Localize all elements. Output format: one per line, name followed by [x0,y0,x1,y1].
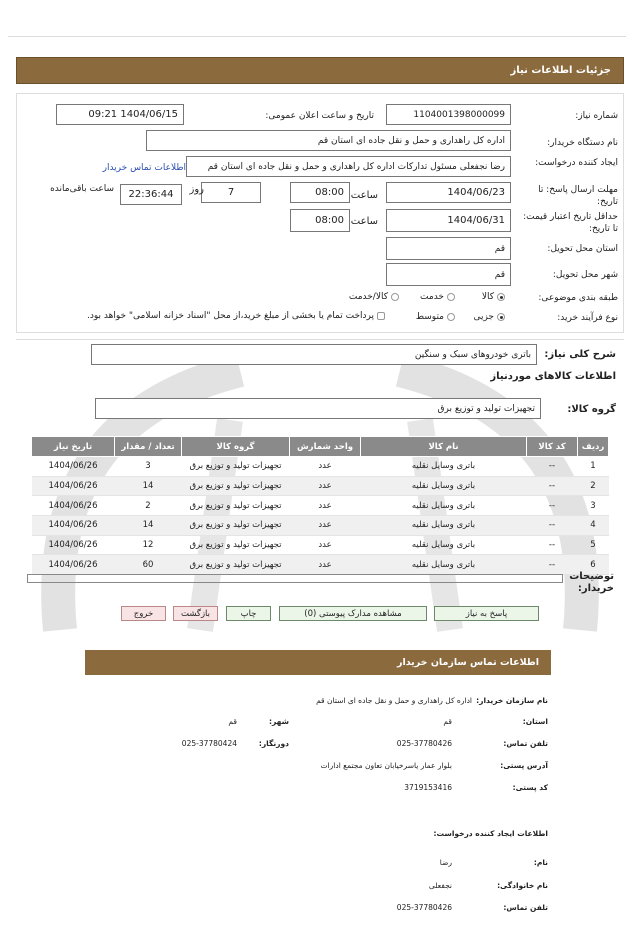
table-cell: 4 [578,516,609,536]
column-header: تاریخ نیاز [32,437,115,457]
contact-title: اطلاعات تماس سازمان خریدار [396,657,539,668]
process-label: نوع فرآیند خرید: [557,313,618,323]
table-cell: باتری وسایل نقلیه [361,535,527,555]
deadline-time-label: ساعت [350,190,378,201]
items-table-wrapper [31,436,609,575]
back-button[interactable]: بازگشت [173,606,218,621]
creator-field: رضا نجفعلی مسئول تدارکات اداره کل راهداری و حمل و نقل جاده ای استان قم [186,156,511,177]
remaining-field: 22:36:44 [120,184,182,205]
contact-phone-label: تلفن تماس: [503,739,548,748]
table-cell: 1404/06/26 [32,476,115,496]
contact-phone-value: 025-37780426 [396,739,452,748]
announce-field: 1404/06/15 09:21 [56,104,184,125]
table-row [32,516,609,536]
table-cell: عدد [290,555,361,575]
print-button[interactable]: چاپ [226,606,271,621]
attachments-button[interactable]: مشاهده مدارک پیوستی (0) [279,606,427,621]
creator-name-value: رضا [439,858,452,867]
column-header: نام کالا [361,437,527,457]
table-cell: باتری وسایل نقلیه [361,457,527,477]
table-cell: تجهیزات تولید و توزیع برق [182,516,290,536]
table-cell: -- [527,516,578,536]
table-cell: -- [527,476,578,496]
column-header: واحد شمارش [290,437,361,457]
table-header-row [32,437,609,457]
radio-icon [391,293,399,301]
table-cell: تجهیزات تولید و توزیع برق [182,535,290,555]
table-cell: عدد [290,457,361,477]
table-cell: -- [527,535,578,555]
process-option-medium[interactable] [416,312,458,322]
column-header: ردیف [578,437,609,457]
table-cell: 3 [578,496,609,516]
table-cell: 2 [578,476,609,496]
remaining-label: ساعت باقی‌مانده [50,184,114,194]
radio-icon [447,293,455,301]
process-option-minor[interactable] [473,312,508,322]
need-number-label: شماره نیاز: [575,111,618,121]
category-option-goods[interactable] [482,292,508,302]
table-cell: عدد [290,496,361,516]
checkbox-icon [377,312,385,320]
contact-address-label: آدرس پستی: [500,761,548,770]
announce-label: تاریخ و ساعت اعلان عمومی: [265,111,374,121]
table-cell: 14 [115,516,182,536]
category-option-label: خدمت [420,292,444,302]
validity-label: حداقل تاریخ اعتبار قیمت: تا تاریخ: [523,212,618,234]
creator-label: ایجاد کننده درخواست: [535,158,618,168]
buyer-notes-label: توضیحات خریدار: [569,571,614,594]
table-row [32,555,609,575]
page-header [16,57,624,84]
table-row [32,535,609,555]
goods-title: اطلاعات کالاهای موردنیاز [490,371,616,382]
table-cell: باتری وسایل نقلیه [361,516,527,536]
table-cell: 2 [115,496,182,516]
goods-group-label: گروه کالا: [567,404,616,415]
treasury-payment-note: پرداخت تمام یا بخشی از مبلغ خرید،از محل "اسناد خزانه اسلامی" خواهد بود. [86,311,374,321]
radio-selected-icon [497,293,505,301]
validity-time-field: 08:00 [290,209,350,232]
contact-province-value: قم [443,717,452,726]
contact-address-value: بلوار عمار یاسرخیابان تعاون مجتمع ادارات [320,761,452,770]
city-field: قم [386,263,511,286]
deadline-time-field: 08:00 [290,182,350,203]
creator-phone-label: تلفن تماس: [503,903,548,912]
province-label: استان محل تحویل: [547,244,618,254]
creator-name-label: نام: [533,858,548,867]
table-cell: تجهیزات تولید و توزیع برق [182,457,290,477]
table-cell: 1404/06/26 [32,555,115,575]
contact-fax-label: دورنگار: [258,739,289,748]
radio-selected-icon [497,313,505,321]
validity-time-label: ساعت [350,216,378,227]
table-cell: تجهیزات تولید و توزیع برق [182,476,290,496]
table-row [32,457,609,477]
creator-info-title: اطلاعات ایجاد کننده درخواست: [433,829,548,838]
table-cell: 6 [578,555,609,575]
category-label: طبقه بندی موضوعی: [538,293,618,303]
contact-postal-label: کد پستی: [512,783,548,792]
table-cell: 1404/06/26 [32,535,115,555]
column-header: گروه کالا [182,437,290,457]
city-label: شهر محل تحویل: [552,270,618,280]
top-divider [8,36,626,37]
table-cell: 12 [115,535,182,555]
table-cell: 5 [578,535,609,555]
column-header: کد کالا [527,437,578,457]
table-cell: عدد [290,535,361,555]
items-table [31,436,609,575]
category-option-label: کالا [481,292,494,302]
contact-header [85,650,551,675]
table-row [32,496,609,516]
days-field: 7 [201,182,261,203]
exit-button[interactable]: خروج [121,606,166,621]
contact-postal-value: 3719153416 [404,783,452,792]
table-cell: 1404/06/26 [32,457,115,477]
buyer-org-field: اداره کل راهداری و حمل و نقل جاده ای استان قم [146,130,511,151]
contact-org-value: اداره کل راهداری و حمل و نقل جاده ای استان قم [316,696,472,705]
contact-fax-value: 025-37780424 [181,739,237,748]
summary-label: شرح کلی نیاز: [544,349,616,360]
table-cell: 14 [115,476,182,496]
contact-org-label: نام سازمان خریدار: [476,696,548,705]
goods-group-field: تجهیزات تولید و توزیع برق [95,398,541,419]
category-option-goods-service[interactable] [349,292,402,302]
table-cell: -- [527,457,578,477]
buyer-org-label: نام دستگاه خریدار: [547,138,618,148]
category-option-service[interactable] [420,292,458,302]
deadline-date-field: 1404/06/23 [386,182,511,203]
province-field: قم [386,237,511,260]
table-cell: -- [527,496,578,516]
buyer-contact-link[interactable]: اطلاعات تماس خریدار [102,163,186,173]
buyer-notes-field [27,574,563,583]
table-cell: -- [527,555,578,575]
need-number-field: 1104001398000099 [386,104,511,125]
contact-city-value: قم [228,717,237,726]
table-cell: 1404/06/26 [32,496,115,516]
table-cell: عدد [290,516,361,536]
table-cell: 3 [115,457,182,477]
table-cell: باتری وسایل نقلیه [361,555,527,575]
table-cell: 1404/06/26 [32,516,115,536]
contact-province-label: استان: [522,717,548,726]
table-cell: 60 [115,555,182,575]
table-cell: تجهیزات تولید و توزیع برق [182,496,290,516]
validity-date-field: 1404/06/31 [386,209,511,232]
creator-family-value: نجفعلی [428,881,452,890]
table-cell: باتری وسایل نقلیه [361,496,527,516]
creator-phone-value: 025-37780426 [396,903,452,912]
table-cell: باتری وسایل نقلیه [361,476,527,496]
reply-button[interactable]: پاسخ به نیاز [434,606,539,621]
column-header: تعداد / مقدار [115,437,182,457]
page-title: جزئیات اطلاعات نیاز [510,65,611,76]
process-option-label: جزیی [473,312,494,322]
radio-icon [447,313,455,321]
table-cell: عدد [290,476,361,496]
days-label: روز [189,184,204,195]
treasury-payment-option[interactable] [87,311,388,321]
creator-family-label: نام خانوادگی: [497,881,548,890]
category-option-label: کالا/خدمت [348,292,388,302]
process-option-label: متوسط [415,312,444,322]
summary-field: باتری خودروهای سبک و سنگین [91,344,537,365]
table-cell: 1 [578,457,609,477]
deadline-label: مهلت ارسال پاسخ: تا تاریخ: [538,185,618,207]
table-row [32,476,609,496]
contact-city-label: شهر: [269,717,289,726]
table-cell: تجهیزات تولید و توزیع برق [182,555,290,575]
